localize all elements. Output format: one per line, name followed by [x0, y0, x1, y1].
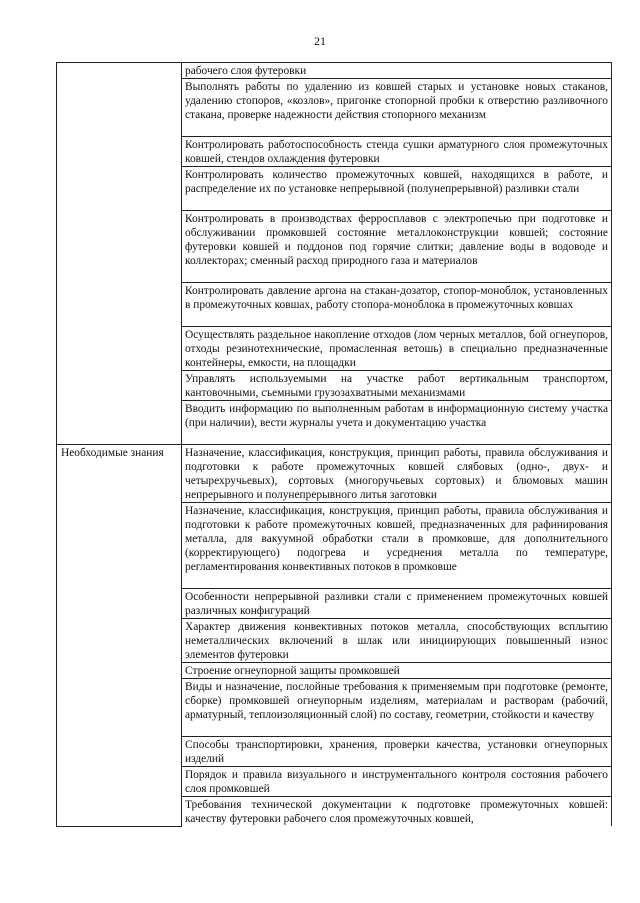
section-label	[57, 63, 182, 445]
table-cell: Контролировать давление аргона на стакан-дозатор, стопор-моноблок, установленных в промежуточных ковшах, работу стопора-моноблока в промежуточных ковшах	[182, 283, 612, 327]
table-cell: Назначение, классификация, конструкция, принцип работы, правила обслуживания и подготовки к работе промежуточных ковшей, предназначенных для рафинирования металла, для вакуумной обработки стали в промковше, для дополнительного (корректирующего) подогрева и усреднения металла по температуре, регламентирования конвективных потоков в промковше	[182, 503, 612, 589]
table-row	[57, 63, 612, 79]
table-cell: Виды и назначение, послойные требования к применяемым при подготовке (ремонте, сборке) промковшей огнеупорным изделиям, материалам и растворам (рабочий, арматурный, теплоизоляционный слой) по составу, геометрии, стойкости и качеству	[182, 679, 612, 737]
table-cell: Выполнять работы по удалению из ковшей старых и установке новых стаканов, удалению стопоров, «козлов», пригонке стопорной пробки к отверстию разливочного стакана, проверке надежности действия стопорного механизм	[182, 79, 612, 137]
page-number: 21	[314, 34, 326, 48]
table-cell: рабочего слоя футеровки	[182, 63, 612, 79]
table-cell: Требования технической документации к подготовке промежуточных ковшей: качеству футеровки рабочего слоя промежуточных ковшей,	[182, 797, 612, 827]
table-row	[57, 445, 612, 503]
section-label: Необходимые знания	[57, 445, 182, 827]
table-cell: Особенности непрерывной разливки стали с применением промежуточных ковшей различных конфигураций	[182, 589, 612, 619]
table-cell: Контролировать работоспособность стенда сушки арматурного слоя промежуточных ковшей, стендов охлаждения футеровки	[182, 137, 612, 167]
table-cell: Порядок и правила визуального и инструментального контроля состояния рабочего слоя промковшей	[182, 767, 612, 797]
requirements-table	[56, 62, 612, 827]
table-cell: Вводить информацию по выполненным работам в информационную систему участка (при наличии), вести журналы учета и документацию участка	[182, 401, 612, 445]
table-cell: Назначение, классификация, конструкция, принцип работы, правила обслуживания и подготовки к работе промежуточных ковшей слябовых (одно-, двух- и четырехручьевых), сортовых (многоручьевых сортовых) и блюмовых машин непрерывного и полунепрерывного литья заготовки	[182, 445, 612, 503]
table-cell: Характер движения конвективных потоков металла, способствующих всплытию неметаллических включений в шлак или инициирующих повышенный износ элементов футеровки	[182, 619, 612, 663]
table-cell: Осуществлять раздельное накопление отходов (лом черных металлов, бой огнеупоров, отходы резинотехнические, промасленная ветошь) в специально предназначенные контейнеры, емкости, на площадки	[182, 327, 612, 371]
table-cell: Управлять используемыми на участке работ вертикальным транспортом, кантовочными, съемными грузозахватными механизмами	[182, 371, 612, 401]
table-cell: Контролировать количество промежуточных ковшей, находящихся в работе, и распределение их по установке непрерывной (полунепрерывной) разливки стали	[182, 167, 612, 211]
table-cell: Строение огнеупорной защиты промковшей	[182, 663, 612, 679]
table-cell: Контролировать в производствах ферросплавов с электропечью при подготовке и обслуживании промковшей состояние металлоконструкции ковшей; состояние футеровки ковшей и поддонов под горячие слитки; давление воды в водоводе и коллекторах; сменный расход природного газа и материалов	[182, 211, 612, 283]
table-cell: Способы транспортировки, хранения, проверки качества, установки огнеупорных изделий	[182, 737, 612, 767]
